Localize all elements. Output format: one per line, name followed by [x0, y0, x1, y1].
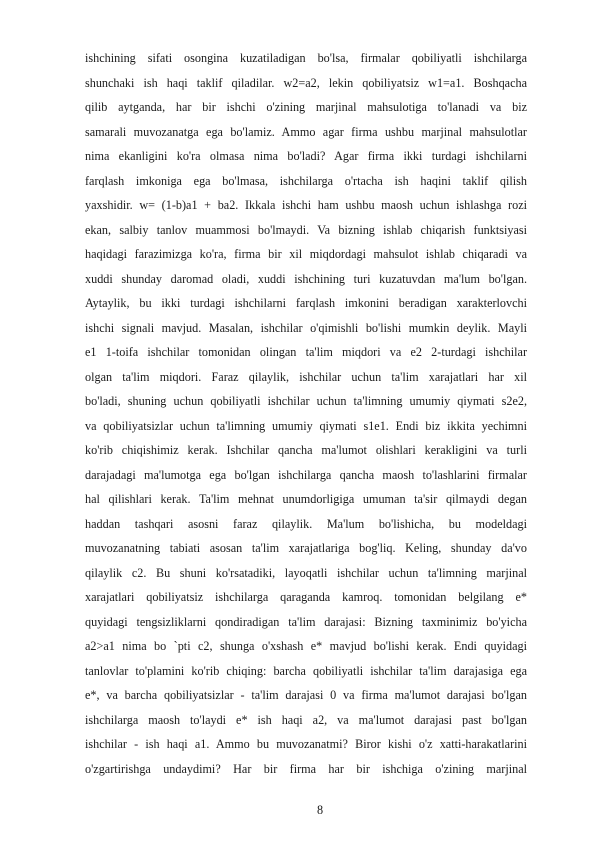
- text-line: yaxshidir. w= (1-b)a1 + ba2. Ikkala ishchi ham ushbu maosh uchun ishlashga rozi: [85, 198, 527, 212]
- text-line: xarajatlari qobiliyatsiz ishchilarga qaraganda kamroq. tomonidan belgilang e*: [85, 590, 527, 604]
- text-line: quyidagi tengsizliklarni qondiradigan ta'lim darajasi: Bizning taxminimiz bo'yicha: [85, 614, 527, 629]
- text-line: darajadagi ma'lumotga ega bo'lgan ishchilarga qancha maosh to'lashlarini firmalar: [85, 467, 527, 482]
- text-line: va qobiliyatsizlar uchun ta'limning umumiy qiymati s1e1. Endi biz ikkita yechimni: [85, 418, 527, 433]
- text-line: ishchi signali mavjud. Masalan, ishchilar o'qimishli bo'lishi mumkin deylik. Mayli: [85, 320, 527, 335]
- text-line: haddan tashqari asosni faraz qilaylik. Ma'lum bo'lishicha, bu modeldagi: [85, 516, 527, 531]
- text-line: tanlovlar to'plamini ko'rib chiqing: barcha qobiliyatli ishchilar ta'lim darajasiga ega: [85, 663, 527, 678]
- text-line: ekan, salbiy tanlov muammosi bo'lmaydi. Va bizning ishlab chiqarish funktsiyasi: [85, 222, 527, 237]
- text-line: e1 1-toifa ishchilar tomonidan olingan ta'lim miqdori va e2 2-turdagi ishchilar: [85, 345, 527, 359]
- text-line: a2>a1 nima bo `pti c2, shunga o'xshash e* mavjud bo'lishi kerak. Endi quyidagi: [85, 639, 527, 653]
- text-line: ko'rib chiqishimiz kerak. Ishchilar qancha ma'lumot olishlari kerakligini va turli: [85, 443, 527, 457]
- text-line: muvozanatning tabiati asosan ta'lim xarajatlariga bog'liq. Keling, shunday da'vo: [85, 541, 527, 555]
- text-line: shunchaki ish haqi taklif qiladilar. w2=a2, lekin qobiliyatsiz w1=a1. Boshqacha: [85, 75, 527, 90]
- text-line: samarali muvozanatga ega bo'lamiz. Ammo agar firma ushbu marjinal mahsulotlar: [85, 124, 527, 139]
- text-line: olgan ta'lim miqdori. Faraz qilaylik, ishchilar uchun ta'lim xarajatlari har xil: [85, 369, 527, 384]
- text-line: bo'ladi, shuning uchun qobiliyatli ishchilar uchun ta'limning umumiy qiymati s2e2,: [85, 394, 527, 408]
- text-line: qilaylik c2. Bu shuni ko'rsatadiki, layoqatli ishchilar uchun ta'limning marjinal: [85, 565, 527, 580]
- text-line: haqidagi farazimizga ko'ra, firma bir xil miqdordagi mahsulot ishlab chiqaradi va: [85, 247, 527, 261]
- text-line: qilib aytganda, har bir ishchi o'zining marjinal mahsulotiga to'lanadi va biz: [85, 100, 527, 114]
- text-line: o'zgartirishga undaydimi? Har bir firma har bir ishchiga o'zining marjinal: [85, 761, 527, 776]
- text-line: Aytaylik, bu ikki turdagi ishchilarni farqlash imkonini beradigan xarakterlovchi: [85, 296, 527, 310]
- body-text: [85, 46, 527, 781]
- text-line: xuddi shunday daromad oladi, xuddi ishchining turi kuzatuvdan ma'lum bo'lgan.: [85, 271, 527, 286]
- text-line: nima ekanligini ko'ra olmasa nima bo'ladi? Agar firma ikki turdagi ishchilarni: [85, 149, 527, 163]
- text-line: hal qilishlari kerak. Ta'lim mehnat unumdorligiga umuman ta'sir qilmaydi degan: [85, 492, 527, 506]
- page-number: 8: [316, 803, 324, 817]
- text-line: ishchilar - ish haqi a1. Ammo bu muvozanatmi? Biror kishi o'z xatti-harakatlarini: [85, 737, 527, 751]
- text-line: ishchilarga maosh to'laydi e* ish haqi a2, va ma'lumot darajasi past bo'lgan: [85, 712, 527, 727]
- text-line: ishchining sifati osongina kuzatiladigan bo'lsa, firmalar qobiliyatli ishchilarga: [85, 51, 527, 65]
- text-line: e*, va barcha qobiliyatsizlar - ta'lim darajasi 0 va firma ma'lumot darajasi bo'lgan: [85, 688, 527, 702]
- text-line: farqlash imkoniga ega bo'lmasa, ishchilarga o'rtacha ish haqini taklif qilish: [85, 173, 527, 188]
